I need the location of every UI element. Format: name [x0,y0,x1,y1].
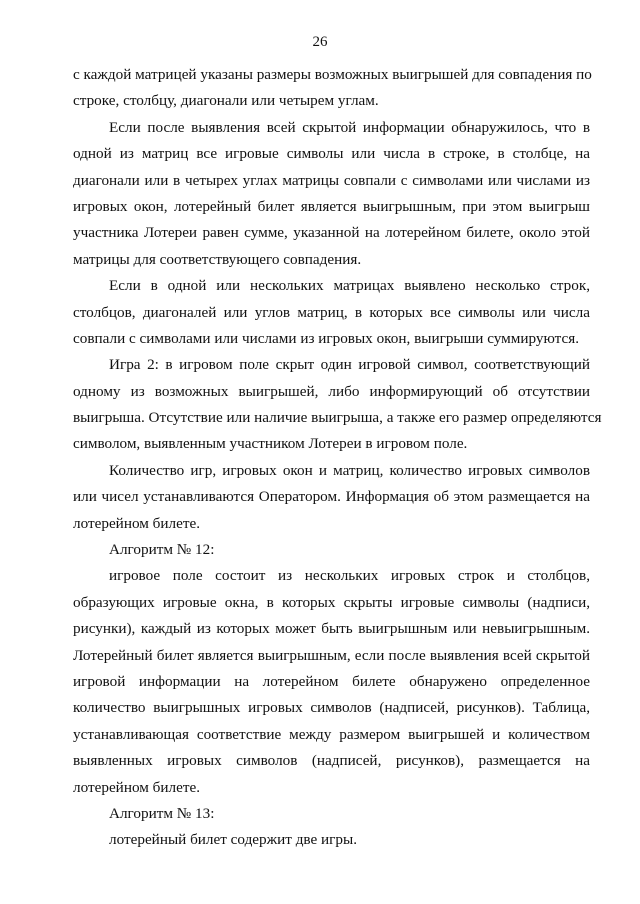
text-line: Если в одной или нескольких матрицах выявлено несколько строк, [109,277,590,295]
text-line: лотерейном билете. [73,778,201,796]
text-line: выигрыша. Отсутствие или наличие выигрыша, а также его размер определяются [73,409,602,427]
text-line: строке, столбцу, диагонали или четырем углам. [73,92,379,110]
text-line: игровых окон, лотерейный билет является выигрышным, при этом выигрыш [73,197,590,215]
text-line: совпали с символами или числами из игровых окон, выигрыши суммируются. [73,329,579,347]
text-line: матрицы для соответствующего совпадения. [73,250,362,268]
body-text [73,62,602,854]
text-line: Количество игр, игровых окон и матриц, количество игровых символов [109,461,590,479]
paragraph [73,827,590,853]
paragraph [73,537,590,563]
text-line: одному из возможных выигрышей, либо информирующий об отсутствии [73,382,590,400]
page-number: 26 [312,34,328,50]
paragraph [73,115,590,273]
text-line: диагонали или в четырех углах матрицы совпали с символами или числами из [73,171,590,189]
text-line: или чисел устанавливаются Оператором. Информация об этом размещается на [73,488,590,506]
text-line: Если после выявления всей скрытой информации обнаружилось, что в [109,118,590,136]
text-line: рисунки), каждый из которых может быть выигрышным или невыигрышным. [73,620,590,638]
text-line: Игра 2: в игровом поле скрыт один игровой символ, соответствующий [109,356,590,374]
paragraph [73,62,590,115]
text-line: с каждой матрицей указаны размеры возможных выигрышей для совпадения по [73,66,592,83]
text-line: игровой информации на лотерейном билете обнаружено определенное [73,672,590,690]
text-line: количество выигрышных игровых символов (надписей, рисунков). Таблица, [73,699,590,717]
text-line: лотерейном билете. [73,514,201,532]
text-line: столбцов, диагоналей или углов матриц, в которых все символы или числа [73,303,590,321]
text-line: участника Лотереи равен сумме, указанной на лотерейном билете, около этой [73,224,590,242]
text-line: одной из матриц все игровые символы или числа в строке, в столбце, на [73,145,590,163]
text-line: Алгоритм № 13: [109,804,215,822]
text-line: Лотерейный билет является выигрышным, если после выявления всей скрытой [73,646,590,664]
text-line: игровое поле состоит из нескольких игровых строк и столбцов, [109,567,590,585]
text-line: Алгоритм № 12: [109,541,215,559]
paragraph [73,458,590,537]
paragraph [73,352,602,458]
text-line: выявленных игровых символов (надписей, рисунков), размещается на [73,752,590,770]
text-line: лотерейный билет содержит две игры. [109,831,357,849]
paragraph [73,801,590,827]
text-line: устанавливающая соответствие между размером выигрышей и количеством [73,725,590,743]
paragraph [73,273,590,352]
text-line: символом, выявленным участником Лотереи в игровом поле. [73,435,468,453]
paragraph [73,563,590,801]
text-line: образующих игровые окна, в которых скрыты игровые символы (надписи, [73,593,590,611]
